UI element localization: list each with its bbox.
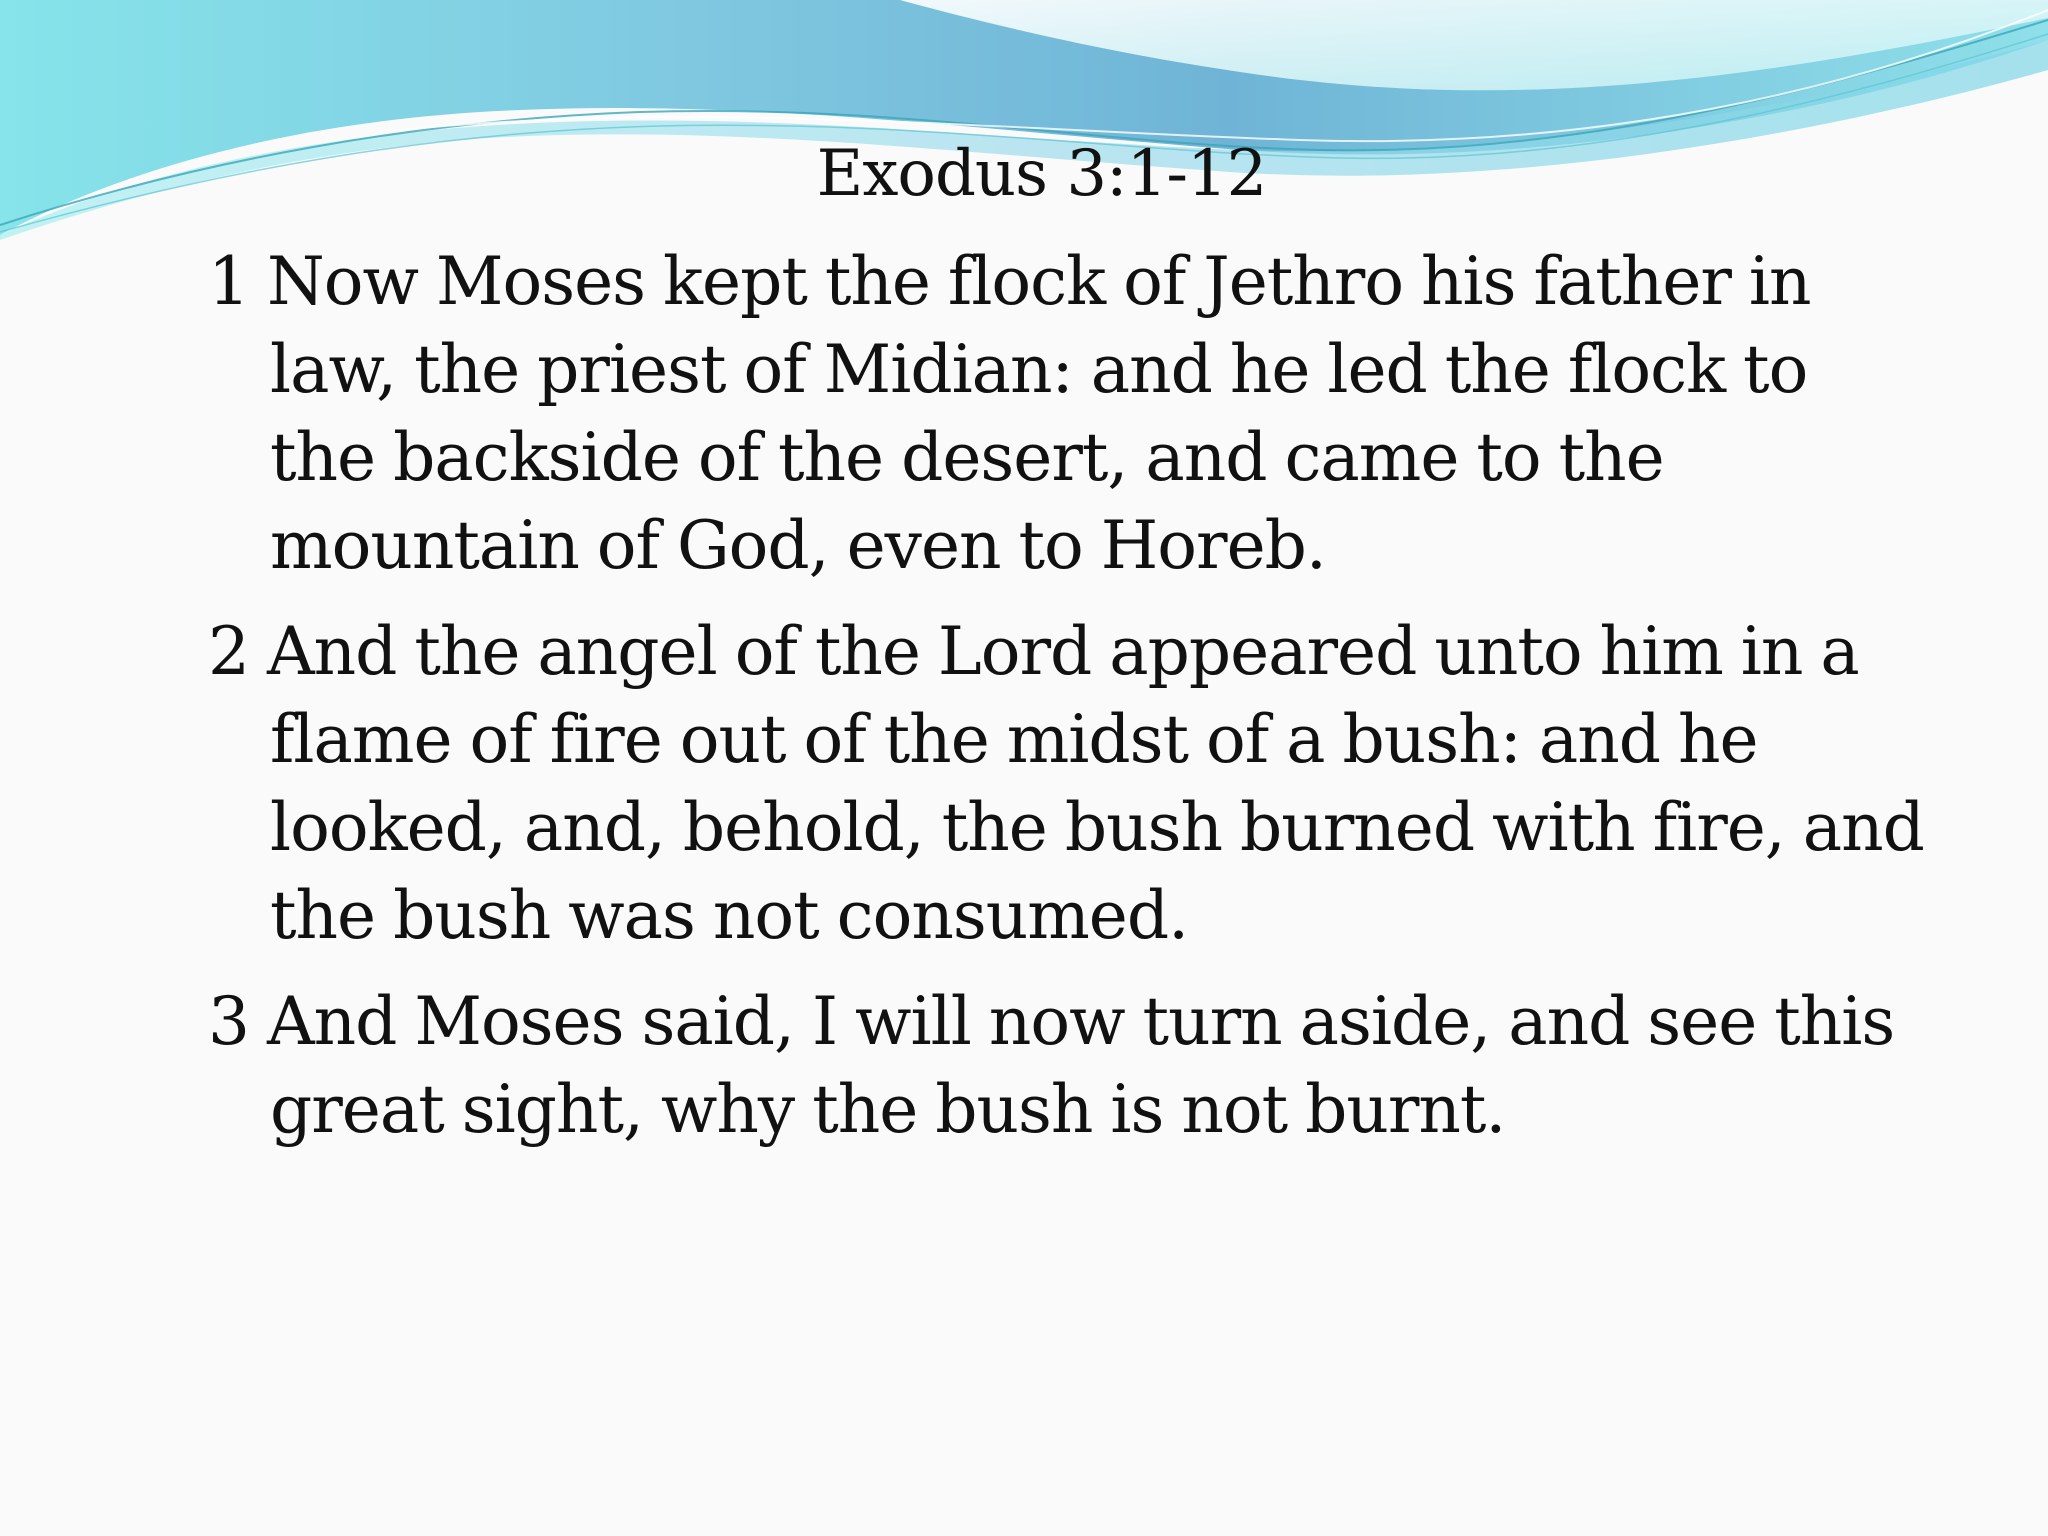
verse-3: 3 And Moses said, I will now turn aside, and see this great sight, why the bush is not burnt. [208,983,1895,1148]
verse-list [208,238,1928,1172]
verse-1: 1 Now Moses kept the flock of Jethro his father in law, the priest of Midian: and he led the flock to the backside of the desert, and came to the mountain of God, even to Horeb. [208,243,1811,584]
slide-title: Exodus 3:1-12 [816,137,1267,211]
verse-2: 2 And the angel of the Lord appeared unto him in a flame of fire out of the midst of a bush: and he looked, and, behold, the bush burned with fire, and the bush was not consumed. [208,613,1924,954]
